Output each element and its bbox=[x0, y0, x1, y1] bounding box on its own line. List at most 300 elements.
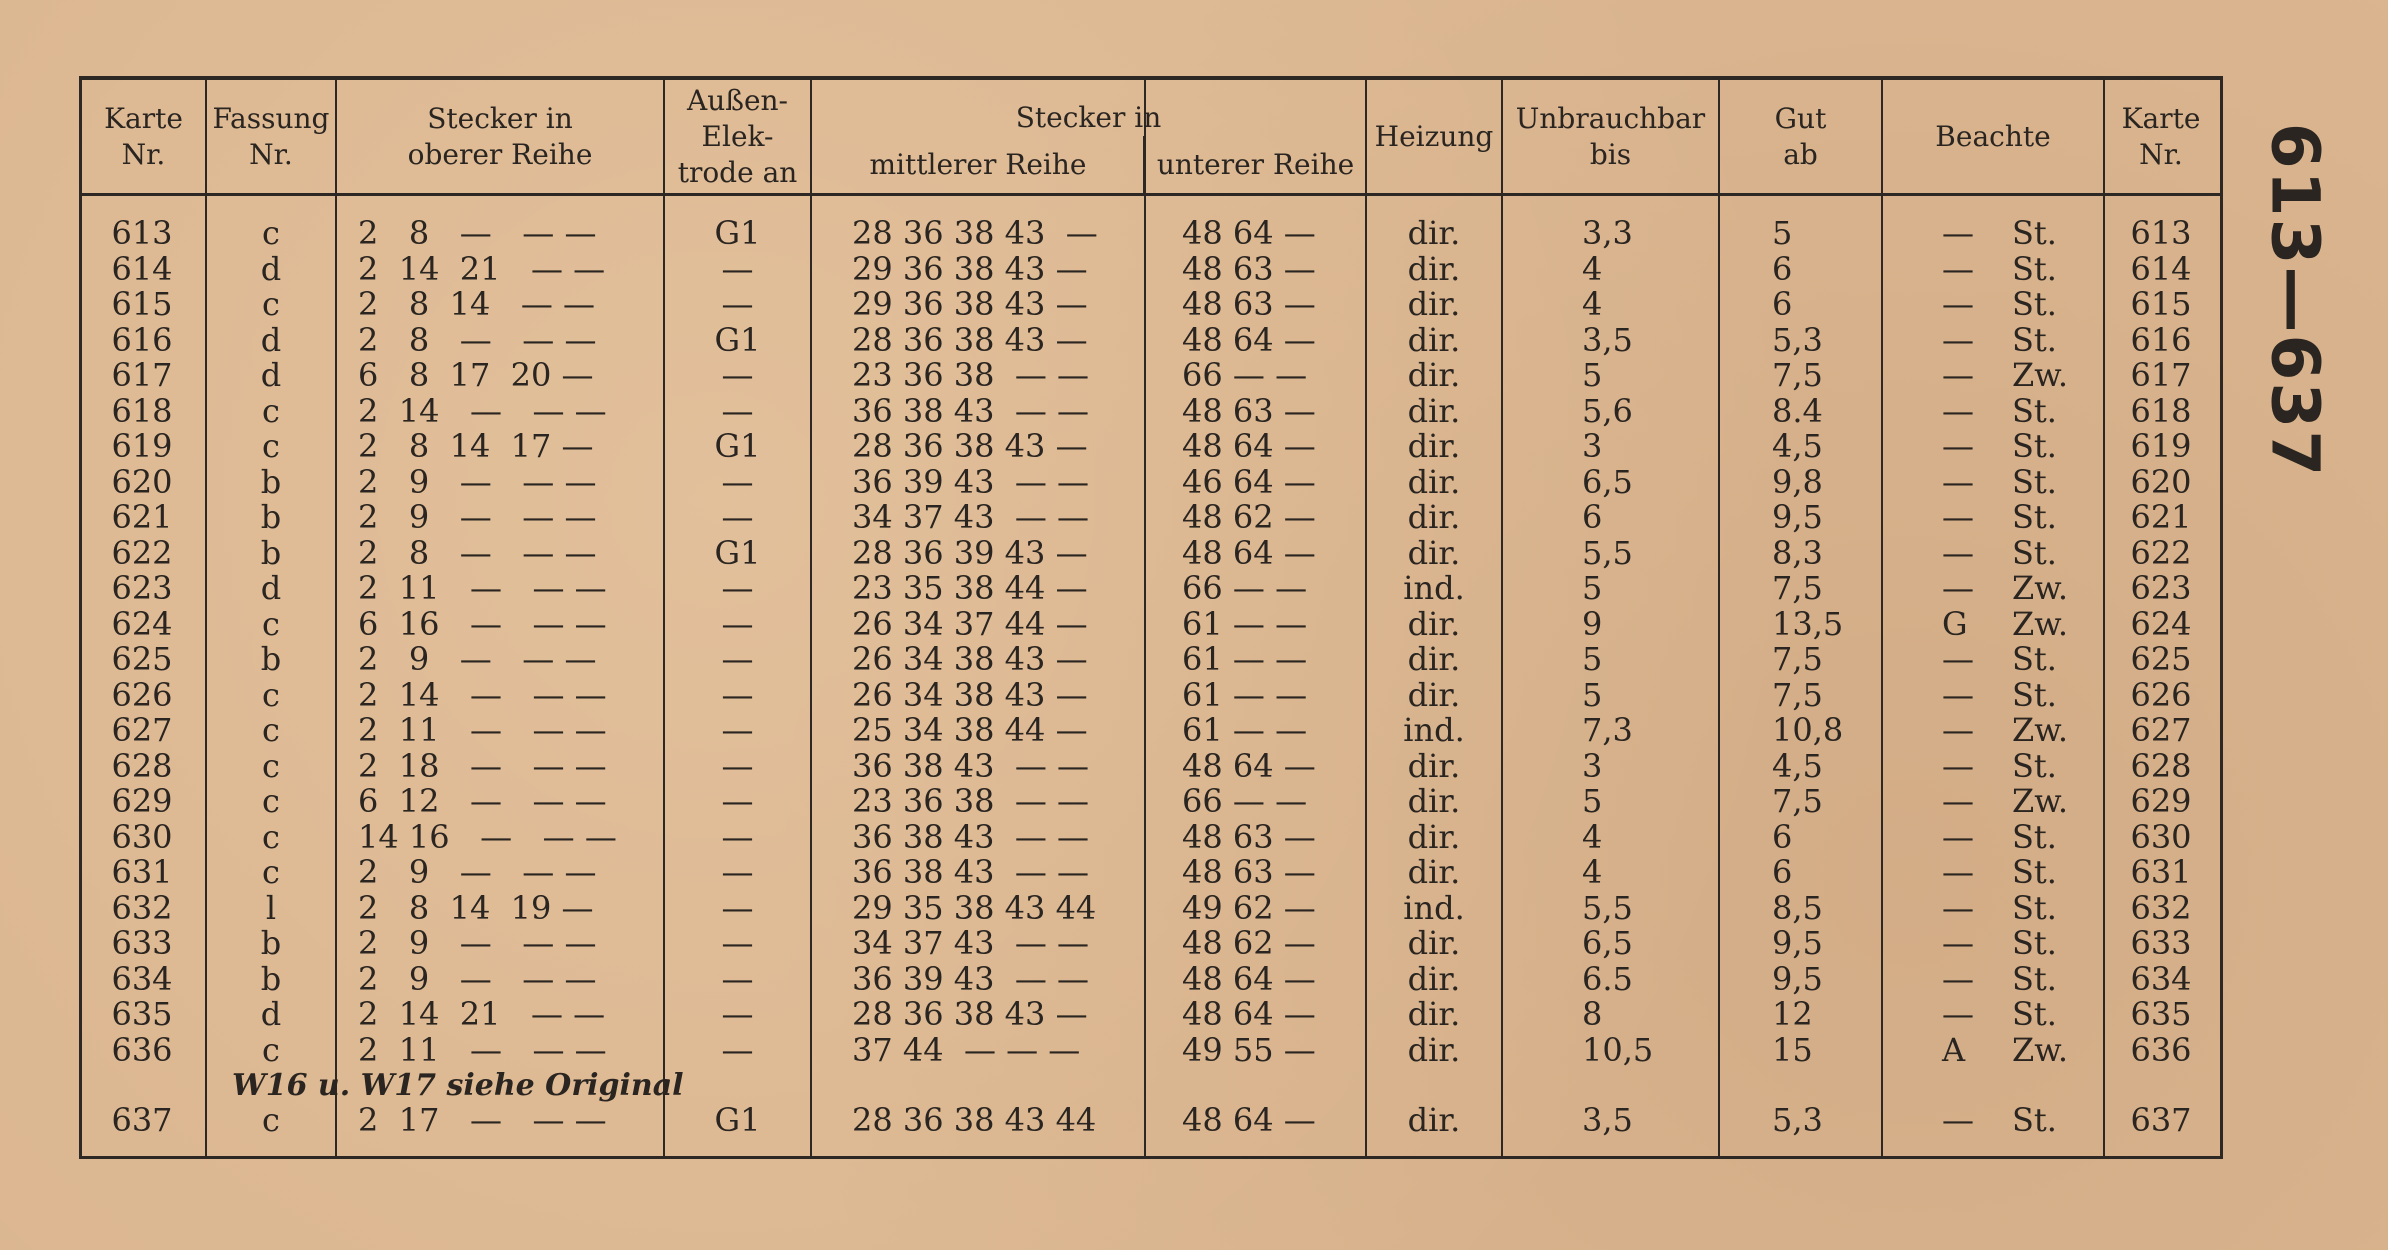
cell-fassung: c bbox=[262, 1101, 280, 1139]
cell-beachte-mark: — bbox=[1942, 214, 1974, 252]
cell-unbrauchbar: 5 bbox=[1582, 569, 1603, 607]
cell-beachte-type: St. bbox=[2012, 995, 2057, 1033]
cell-heizung: dir. bbox=[1407, 640, 1461, 678]
cell-karte-right: 626 bbox=[2130, 675, 2192, 714]
cell-mittlere-reihe: 26 34 38 43 — bbox=[852, 640, 1088, 678]
table-row bbox=[82, 287, 2220, 322]
cell-gut: 8,5 bbox=[1772, 888, 1823, 927]
cell-fassung: d bbox=[260, 569, 282, 607]
cell-obere-reihe: 2 14 — — — bbox=[358, 391, 607, 430]
tube-table bbox=[79, 76, 2223, 1159]
cell-untere-reihe: 48 64 — bbox=[1182, 995, 1316, 1033]
cell-obere-reihe: 2 11 — — — bbox=[358, 711, 607, 749]
cell-karte: 632 bbox=[111, 888, 173, 927]
cell-aussenelektrode: G1 bbox=[714, 320, 761, 359]
cell-karte: 624 bbox=[111, 604, 173, 643]
cell-aussenelektrode: — bbox=[721, 498, 754, 536]
table-row bbox=[82, 817, 2220, 856]
header-obere-reihe: Stecker in oberer Reihe bbox=[407, 101, 593, 171]
cell-heizung: dir. bbox=[1407, 249, 1461, 288]
cell-karte-right: 615 bbox=[2130, 285, 2192, 323]
cell-karte: 621 bbox=[111, 498, 173, 536]
cell-obere-reihe: 2 8 14 — — bbox=[358, 285, 595, 323]
cell-unbrauchbar: 5 bbox=[1582, 356, 1603, 394]
cell-obere-reihe: 6 16 — — — bbox=[358, 604, 607, 643]
cell-obere-reihe: 2 14 21 — — bbox=[358, 249, 606, 288]
cell-untere-reihe: 66 — — bbox=[1182, 356, 1308, 394]
cell-beachte-mark: — bbox=[1942, 391, 1974, 430]
cell-beachte-type: St. bbox=[2012, 640, 2057, 678]
table-note: W16 u. W17 siehe Original bbox=[232, 1068, 684, 1103]
cell-beachte-type: St. bbox=[2012, 924, 2057, 962]
cell-mittlere-reihe: 36 38 43 — — bbox=[852, 746, 1090, 785]
cell-beachte-mark: — bbox=[1942, 427, 1974, 465]
cell-karte: 615 bbox=[111, 285, 173, 323]
cell-untere-reihe: 48 62 — bbox=[1182, 924, 1316, 962]
cell-beachte-type: St. bbox=[2012, 320, 2057, 359]
cell-beachte-mark: — bbox=[1942, 888, 1974, 927]
cell-heizung: dir. bbox=[1407, 462, 1461, 501]
cell-aussenelektrode: — bbox=[721, 853, 754, 891]
cell-untere-reihe: 61 — — bbox=[1182, 675, 1308, 714]
cell-fassung: b bbox=[260, 498, 282, 536]
cell-aussenelektrode: — bbox=[721, 604, 754, 643]
cell-aussenelektrode: — bbox=[721, 711, 754, 749]
cell-heizung: dir. bbox=[1407, 214, 1461, 252]
cell-fassung: c bbox=[262, 853, 280, 891]
table-row bbox=[82, 462, 2220, 501]
cell-fassung: c bbox=[262, 711, 280, 749]
cell-gut: 6 bbox=[1772, 285, 1793, 323]
cell-obere-reihe: 2 8 — — — bbox=[358, 214, 597, 252]
table-row bbox=[82, 1030, 2220, 1069]
cell-karte-right: 633 bbox=[2130, 924, 2192, 962]
cell-heizung: dir. bbox=[1407, 782, 1461, 820]
cell-heizung: dir. bbox=[1407, 285, 1461, 323]
cell-gut: 6 bbox=[1772, 249, 1793, 288]
table-row bbox=[82, 320, 2220, 359]
cell-unbrauchbar: 4 bbox=[1582, 249, 1603, 288]
cell-karte-right: 624 bbox=[2130, 604, 2192, 643]
cell-unbrauchbar: 9 bbox=[1582, 604, 1603, 643]
cell-mittlere-reihe: 23 36 38 — — bbox=[852, 782, 1090, 820]
cell-karte-right: 637 bbox=[2130, 1101, 2192, 1139]
table-row bbox=[82, 746, 2220, 785]
cell-beachte-mark: — bbox=[1942, 817, 1974, 856]
cell-unbrauchbar: 5,6 bbox=[1582, 391, 1633, 430]
cell-obere-reihe: 2 11 — — — bbox=[358, 1030, 607, 1069]
cell-karte: 637 bbox=[111, 1101, 173, 1139]
cell-karte: 616 bbox=[111, 320, 173, 359]
cell-mittlere-reihe: 29 36 38 43 — bbox=[852, 285, 1088, 323]
cell-karte-right: 628 bbox=[2130, 746, 2192, 785]
cell-obere-reihe: 2 8 — — — bbox=[358, 533, 597, 572]
cell-untere-reihe: 48 64 — bbox=[1182, 320, 1316, 359]
cell-obere-reihe: 2 11 — — — bbox=[358, 569, 607, 607]
cell-fassung: b bbox=[260, 533, 282, 572]
cell-gut: 7,5 bbox=[1772, 782, 1823, 820]
cell-karte-right: 635 bbox=[2130, 995, 2192, 1033]
cell-fassung: c bbox=[262, 817, 280, 856]
cell-beachte-type: St. bbox=[2012, 249, 2057, 288]
table-row bbox=[82, 855, 2220, 890]
cell-mittlere-reihe: 36 38 43 — — bbox=[852, 817, 1090, 856]
table-row bbox=[82, 533, 2220, 572]
cell-beachte-type: Zw. bbox=[2012, 711, 2068, 749]
cell-beachte-mark: — bbox=[1942, 498, 1974, 536]
cell-beachte-type: St. bbox=[2012, 427, 2057, 465]
cell-gut: 13,5 bbox=[1772, 604, 1844, 643]
cell-beachte-type: St. bbox=[2012, 817, 2057, 856]
cell-beachte-mark: — bbox=[1942, 462, 1974, 501]
cell-karte: 635 bbox=[111, 995, 173, 1033]
card-range-text: 613—637 bbox=[2256, 122, 2334, 478]
cell-mittlere-reihe: 25 34 38 44 — bbox=[852, 711, 1088, 749]
cell-unbrauchbar: 5 bbox=[1582, 675, 1603, 714]
cell-gut: 9,5 bbox=[1772, 959, 1823, 998]
header-unbrauchbar: Unbrauchbar bis bbox=[1515, 101, 1706, 171]
cell-obere-reihe: 2 18 — — — bbox=[358, 746, 607, 785]
cell-unbrauchbar: 4 bbox=[1582, 817, 1603, 856]
cell-heizung: dir. bbox=[1407, 1101, 1461, 1139]
cell-beachte-type: St. bbox=[2012, 959, 2057, 998]
cell-fassung: l bbox=[265, 888, 277, 927]
cell-heizung: dir. bbox=[1407, 817, 1461, 856]
cell-untere-reihe: 61 — — bbox=[1182, 711, 1308, 749]
cell-fassung: c bbox=[262, 285, 280, 323]
table-row bbox=[82, 926, 2220, 961]
cell-karte: 617 bbox=[111, 356, 173, 394]
cell-aussenelektrode: — bbox=[721, 462, 754, 501]
table-row bbox=[82, 1103, 2220, 1138]
header-untere-reihe: unterer Reihe bbox=[1156, 147, 1355, 181]
cell-karte: 620 bbox=[111, 462, 173, 501]
header-beachte: Beachte bbox=[1935, 119, 2051, 153]
cell-untere-reihe: 48 63 — bbox=[1182, 391, 1316, 430]
cell-fassung: d bbox=[260, 356, 282, 394]
cell-obere-reihe: 2 9 — — — bbox=[358, 924, 597, 962]
cell-gut: 7,5 bbox=[1772, 569, 1823, 607]
cell-heizung: dir. bbox=[1407, 604, 1461, 643]
cell-heizung: dir. bbox=[1407, 959, 1461, 998]
cell-fassung: c bbox=[262, 604, 280, 643]
cell-gut: 10,8 bbox=[1772, 711, 1844, 749]
cell-aussenelektrode: G1 bbox=[714, 427, 761, 465]
cell-gut: 8.4 bbox=[1772, 391, 1823, 430]
cell-fassung: c bbox=[262, 1030, 280, 1069]
cell-karte-right: 632 bbox=[2130, 888, 2192, 927]
cell-heizung: dir. bbox=[1407, 427, 1461, 465]
cell-fassung: d bbox=[260, 320, 282, 359]
cell-heizung: dir. bbox=[1407, 1030, 1461, 1069]
cell-obere-reihe: 6 8 17 20 — bbox=[358, 356, 594, 394]
cell-untere-reihe: 49 62 — bbox=[1182, 888, 1316, 927]
cell-obere-reihe: 2 8 14 17 — bbox=[358, 427, 594, 465]
cell-gut: 4,5 bbox=[1772, 746, 1823, 785]
cell-unbrauchbar: 3,5 bbox=[1582, 320, 1633, 359]
cell-unbrauchbar: 7,3 bbox=[1582, 711, 1633, 749]
cell-mittlere-reihe: 28 36 38 43 — bbox=[852, 214, 1098, 252]
cell-karte: 627 bbox=[111, 711, 173, 749]
cell-fassung: c bbox=[262, 782, 280, 820]
cell-unbrauchbar: 6.5 bbox=[1582, 959, 1633, 998]
cell-unbrauchbar: 10,5 bbox=[1582, 1030, 1654, 1069]
cell-obere-reihe: 2 9 — — — bbox=[358, 462, 597, 501]
cell-beachte-mark: — bbox=[1942, 746, 1974, 785]
cell-heizung: ind. bbox=[1403, 888, 1465, 927]
cell-unbrauchbar: 8 bbox=[1582, 995, 1603, 1033]
cell-gut: 5,3 bbox=[1772, 1101, 1823, 1139]
cell-karte-right: 622 bbox=[2130, 533, 2192, 572]
cell-fassung: c bbox=[262, 427, 280, 465]
cell-mittlere-reihe: 23 36 38 — — bbox=[852, 356, 1090, 394]
table-row bbox=[82, 675, 2220, 714]
cell-untere-reihe: 46 64 — bbox=[1182, 462, 1316, 501]
cell-karte-right: 616 bbox=[2130, 320, 2192, 359]
cell-fassung: b bbox=[260, 462, 282, 501]
cell-mittlere-reihe: 36 38 43 — — bbox=[852, 391, 1090, 430]
cell-fassung: d bbox=[260, 249, 282, 288]
cell-untere-reihe: 48 63 — bbox=[1182, 285, 1316, 323]
cell-beachte-mark: G bbox=[1942, 604, 1968, 643]
cell-untere-reihe: 48 63 — bbox=[1182, 853, 1316, 891]
cell-beachte-type: St. bbox=[2012, 1101, 2057, 1139]
table-row bbox=[82, 249, 2220, 288]
cell-untere-reihe: 48 64 — bbox=[1182, 533, 1316, 572]
card-range-label bbox=[2235, 120, 2355, 480]
cell-heizung: dir. bbox=[1407, 498, 1461, 536]
cell-heizung: dir. bbox=[1407, 746, 1461, 785]
cell-beachte-type: St. bbox=[2012, 462, 2057, 501]
cell-unbrauchbar: 5 bbox=[1582, 640, 1603, 678]
cell-untere-reihe: 48 63 — bbox=[1182, 817, 1316, 856]
cell-beachte-mark: — bbox=[1942, 533, 1974, 572]
table-row bbox=[82, 642, 2220, 677]
cell-aussenelektrode: — bbox=[721, 569, 754, 607]
table-row bbox=[82, 358, 2220, 393]
cell-karte-right: 613 bbox=[2130, 214, 2192, 252]
cell-karte: 614 bbox=[111, 249, 173, 288]
cell-mittlere-reihe: 26 34 38 43 — bbox=[852, 675, 1088, 714]
cell-karte: 626 bbox=[111, 675, 173, 714]
cell-beachte-type: St. bbox=[2012, 214, 2057, 252]
cell-aussenelektrode: G1 bbox=[714, 533, 761, 572]
cell-aussenelektrode: — bbox=[721, 640, 754, 678]
header-fassung: Fassung Nr. bbox=[212, 101, 330, 171]
table-row bbox=[82, 713, 2220, 748]
cell-aussenelektrode: — bbox=[721, 924, 754, 962]
cell-beachte-type: Zw. bbox=[2012, 782, 2068, 820]
cell-aussenelektrode: — bbox=[721, 888, 754, 927]
cell-fassung: c bbox=[262, 675, 280, 714]
cell-obere-reihe: 2 9 — — — bbox=[358, 640, 597, 678]
header-gut: Gut ab bbox=[1774, 101, 1827, 171]
cell-unbrauchbar: 3 bbox=[1582, 746, 1603, 785]
cell-untere-reihe: 48 64 — bbox=[1182, 1101, 1316, 1139]
cell-mittlere-reihe: 29 36 38 43 — bbox=[852, 249, 1088, 288]
cell-heizung: dir. bbox=[1407, 995, 1461, 1033]
cell-beachte-type: St. bbox=[2012, 533, 2057, 572]
cell-beachte-type: St. bbox=[2012, 746, 2057, 785]
table-row bbox=[82, 429, 2220, 464]
cell-karte-right: 619 bbox=[2130, 427, 2192, 465]
cell-unbrauchbar: 5,5 bbox=[1582, 888, 1633, 927]
cell-obere-reihe: 2 14 — — — bbox=[358, 675, 607, 714]
cell-karte: 634 bbox=[111, 959, 173, 998]
cell-aussenelektrode: — bbox=[721, 285, 754, 323]
cell-untere-reihe: 48 63 — bbox=[1182, 249, 1316, 288]
cell-obere-reihe: 2 8 — — — bbox=[358, 320, 597, 359]
cell-beachte-type: St. bbox=[2012, 498, 2057, 536]
cell-beachte-mark: — bbox=[1942, 959, 1974, 998]
cell-gut: 9,5 bbox=[1772, 924, 1823, 962]
cell-karte: 631 bbox=[111, 853, 173, 891]
table-row bbox=[82, 391, 2220, 430]
cell-beachte-type: St. bbox=[2012, 888, 2057, 927]
cell-karte: 629 bbox=[111, 782, 173, 820]
cell-beachte-type: St. bbox=[2012, 285, 2057, 323]
cell-heizung: dir. bbox=[1407, 533, 1461, 572]
cell-beachte-type: St. bbox=[2012, 853, 2057, 891]
cell-obere-reihe: 2 9 — — — bbox=[358, 959, 597, 998]
cell-aussenelektrode: — bbox=[721, 782, 754, 820]
cell-beachte-type: Zw. bbox=[2012, 356, 2068, 394]
cell-fassung: c bbox=[262, 746, 280, 785]
cell-untere-reihe: 48 64 — bbox=[1182, 959, 1316, 998]
header-heizung: Heizung bbox=[1374, 119, 1494, 153]
cell-mittlere-reihe: 28 36 38 43 — bbox=[852, 427, 1088, 465]
cell-untere-reihe: 66 — — bbox=[1182, 569, 1308, 607]
cell-karte-right: 629 bbox=[2130, 782, 2192, 820]
cell-gut: 9,5 bbox=[1772, 498, 1823, 536]
cell-beachte-mark: A bbox=[1942, 1030, 1966, 1069]
cell-beachte-mark: — bbox=[1942, 675, 1974, 714]
cell-heizung: ind. bbox=[1403, 711, 1465, 749]
cell-karte-right: 618 bbox=[2130, 391, 2192, 430]
cell-mittlere-reihe: 29 35 38 43 44 bbox=[852, 888, 1097, 927]
cell-karte: 613 bbox=[111, 214, 173, 252]
cell-obere-reihe: 2 9 — — — bbox=[358, 853, 597, 891]
cell-gut: 6 bbox=[1772, 853, 1793, 891]
cell-untere-reihe: 48 64 — bbox=[1182, 746, 1316, 785]
cell-aussenelektrode: — bbox=[721, 1030, 754, 1069]
cell-beachte-mark: — bbox=[1942, 569, 1974, 607]
table-row bbox=[82, 997, 2220, 1032]
cell-mittlere-reihe: 26 34 37 44 — bbox=[852, 604, 1088, 643]
cell-aussenelektrode: — bbox=[721, 817, 754, 856]
cell-aussenelektrode: — bbox=[721, 746, 754, 785]
cell-gut: 7,5 bbox=[1772, 356, 1823, 394]
cell-karte-right: 620 bbox=[2130, 462, 2192, 501]
cell-beachte-type: Zw. bbox=[2012, 569, 2068, 607]
cell-unbrauchbar: 4 bbox=[1582, 285, 1603, 323]
cell-karte: 623 bbox=[111, 569, 173, 607]
header-karte: Karte Nr. bbox=[104, 101, 183, 171]
cell-heizung: ind. bbox=[1403, 569, 1465, 607]
cell-unbrauchbar: 5,5 bbox=[1582, 533, 1633, 572]
table-row bbox=[82, 216, 2220, 251]
cell-unbrauchbar: 4 bbox=[1582, 853, 1603, 891]
cell-heizung: dir. bbox=[1407, 675, 1461, 714]
cell-mittlere-reihe: 28 36 38 43 44 bbox=[852, 1101, 1097, 1139]
cell-fassung: c bbox=[262, 391, 280, 430]
cell-beachte-type: St. bbox=[2012, 391, 2057, 430]
cell-mittlere-reihe: 36 38 43 — — bbox=[852, 853, 1090, 891]
cell-karte: 622 bbox=[111, 533, 173, 572]
cell-mittlere-reihe: 28 36 38 43 — bbox=[852, 995, 1088, 1033]
cell-gut: 6 bbox=[1772, 817, 1793, 856]
cell-heizung: dir. bbox=[1407, 356, 1461, 394]
cell-karte: 630 bbox=[111, 817, 173, 856]
cell-unbrauchbar: 3,3 bbox=[1582, 214, 1633, 252]
cell-beachte-type: Zw. bbox=[2012, 604, 2068, 643]
table-row bbox=[82, 959, 2220, 998]
cell-untere-reihe: 48 64 — bbox=[1182, 214, 1316, 252]
cell-beachte-mark: — bbox=[1942, 711, 1974, 749]
cell-untere-reihe: 61 — — bbox=[1182, 640, 1308, 678]
cell-gut: 5,3 bbox=[1772, 320, 1823, 359]
cell-mittlere-reihe: 34 37 43 — — bbox=[852, 498, 1090, 536]
cell-unbrauchbar: 3 bbox=[1582, 427, 1603, 465]
cell-karte-right: 625 bbox=[2130, 640, 2192, 678]
cell-heizung: dir. bbox=[1407, 391, 1461, 430]
cell-karte-right: 614 bbox=[2130, 249, 2192, 288]
cell-karte-right: 634 bbox=[2130, 959, 2192, 998]
cell-gut: 8,3 bbox=[1772, 533, 1823, 572]
table-header bbox=[82, 80, 2220, 196]
cell-karte-right: 627 bbox=[2130, 711, 2192, 749]
cell-gut: 5 bbox=[1772, 214, 1793, 252]
cell-unbrauchbar: 3,5 bbox=[1582, 1101, 1633, 1139]
cell-untere-reihe: 61 — — bbox=[1182, 604, 1308, 643]
cell-obere-reihe: 6 12 — — — bbox=[358, 782, 607, 820]
cell-mittlere-reihe: 34 37 43 — — bbox=[852, 924, 1090, 962]
cell-mittlere-reihe: 23 35 38 44 — bbox=[852, 569, 1088, 607]
cell-fassung: d bbox=[260, 995, 282, 1033]
cell-aussenelektrode: — bbox=[721, 249, 754, 288]
cell-gut: 12 bbox=[1772, 995, 1813, 1033]
cell-mittlere-reihe: 28 36 38 43 — bbox=[852, 320, 1088, 359]
cell-beachte-mark: — bbox=[1942, 640, 1974, 678]
cell-aussenelektrode: — bbox=[721, 995, 754, 1033]
cell-aussenelektrode: G1 bbox=[714, 214, 761, 252]
cell-gut: 7,5 bbox=[1772, 675, 1823, 714]
cell-untere-reihe: 66 — — bbox=[1182, 782, 1308, 820]
cell-fassung: b bbox=[260, 924, 282, 962]
cell-karte: 619 bbox=[111, 427, 173, 465]
cell-fassung: c bbox=[262, 214, 280, 252]
cell-karte-right: 636 bbox=[2130, 1030, 2192, 1069]
cell-beachte-mark: — bbox=[1942, 249, 1974, 288]
cell-aussenelektrode: — bbox=[721, 675, 754, 714]
cell-beachte-mark: — bbox=[1942, 356, 1974, 394]
cell-fassung: b bbox=[260, 640, 282, 678]
cell-untere-reihe: 48 64 — bbox=[1182, 427, 1316, 465]
table-row bbox=[82, 604, 2220, 643]
cell-beachte-type: Zw. bbox=[2012, 1030, 2068, 1069]
cell-beachte-mark: — bbox=[1942, 995, 1974, 1033]
cell-mittlere-reihe: 37 44 — — — bbox=[852, 1030, 1081, 1069]
cell-mittlere-reihe: 28 36 39 43 — bbox=[852, 533, 1088, 572]
cell-obere-reihe: 14 16 — — — bbox=[358, 817, 617, 856]
header-mittlere-reihe: mittlerer Reihe bbox=[869, 147, 1087, 181]
cell-unbrauchbar: 6 bbox=[1582, 498, 1603, 536]
cell-gut: 4,5 bbox=[1772, 427, 1823, 465]
cell-heizung: dir. bbox=[1407, 924, 1461, 962]
cell-karte: 628 bbox=[111, 746, 173, 785]
cell-beachte-mark: — bbox=[1942, 1101, 1974, 1139]
cell-unbrauchbar: 6,5 bbox=[1582, 462, 1633, 501]
